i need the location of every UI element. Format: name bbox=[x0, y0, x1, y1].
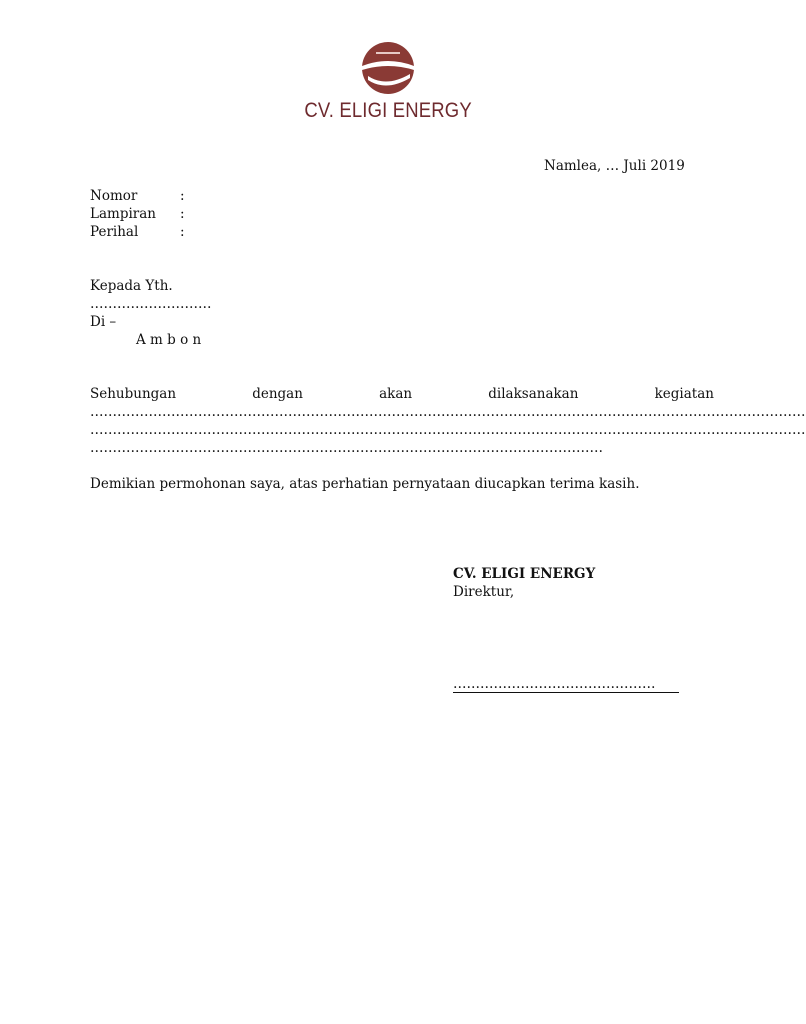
body-word: Sehubungan bbox=[90, 386, 177, 402]
body-word: dengan bbox=[252, 386, 303, 402]
closing-sentence: Demikian permohonan saya, atas perhatian pernyataan diucapkan terima kasih. bbox=[90, 476, 640, 492]
body-word: akan bbox=[379, 386, 413, 402]
body-dots-line-2: …………………………………………………………………………………………………………………………………………… bbox=[90, 422, 806, 438]
recipient-place-prefix: Di – bbox=[90, 314, 117, 330]
signature-company: CV. ELIGI ENERGY bbox=[453, 566, 596, 582]
body-word: dilaksanakan bbox=[488, 386, 579, 402]
meta-label-perihal: Perihal bbox=[90, 224, 139, 240]
recipient-city: A m b o n bbox=[136, 332, 202, 348]
date-line: Namlea, … Juli 2019 bbox=[544, 158, 685, 174]
signature-title: Direktur, bbox=[453, 584, 515, 600]
meta-label-lampiran: Lampiran bbox=[90, 206, 156, 222]
company-logo-icon bbox=[356, 36, 420, 100]
signature-name-line: ……………………………………… bbox=[453, 676, 679, 693]
company-name-logo: CV. ELIGI ENERGY bbox=[304, 99, 472, 122]
body-intro-line bbox=[90, 386, 714, 402]
recipient-name-placeholder: ……………………… bbox=[90, 296, 212, 312]
meta-colon-lampiran: : bbox=[180, 206, 185, 222]
body-dots-line-1: …………………………………………………………………………………………………………………………………………… bbox=[90, 404, 806, 420]
recipient-greeting: Kepada Yth. bbox=[90, 278, 173, 294]
meta-colon-perihal: : bbox=[180, 224, 185, 240]
body-word: kegiatan bbox=[654, 386, 714, 402]
meta-colon-nomor: : bbox=[180, 188, 185, 204]
body-dots-line-3: …………………………………………………………………………………………………… bbox=[90, 440, 603, 456]
meta-label-nomor: Nomor bbox=[90, 188, 138, 204]
